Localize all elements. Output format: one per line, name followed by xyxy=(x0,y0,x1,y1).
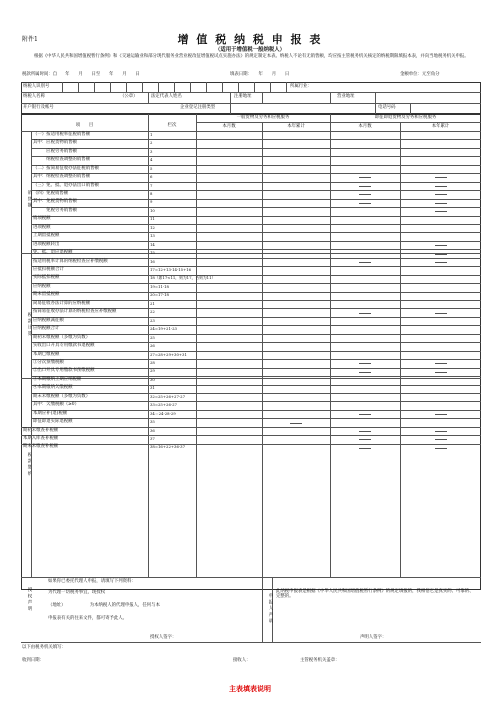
not-applicable-mark xyxy=(435,448,447,449)
not-applicable-mark xyxy=(435,254,447,255)
row-number: 12 xyxy=(150,224,155,230)
not-applicable-mark xyxy=(435,439,447,440)
row-item: 本期应补(退)税额 xyxy=(33,410,68,416)
col-general-ytd: 本年累计 xyxy=(287,124,305,129)
declarer-signature: 声明人签字： xyxy=(360,635,387,640)
section-authorization: 授权声明 xyxy=(27,587,32,613)
row-item: 实际抵扣税额 xyxy=(33,275,60,281)
row-item: 上期留抵税额 xyxy=(33,233,60,239)
reg-type-label: 企业登记注册类型 xyxy=(180,105,216,110)
row-number: 22 xyxy=(150,309,155,315)
row-item: ②出口开具专用缴款书预缴税额 xyxy=(33,368,95,374)
row-number: 2 xyxy=(150,140,153,146)
row-number: 26 xyxy=(150,343,155,349)
row-number: 1 xyxy=(150,131,153,137)
auth-line-1: 如果你已委托代理人申报，请填写下列资料： xyxy=(48,579,136,584)
row-number: 38=16+22+36-37 xyxy=(150,444,185,450)
row-number: 14 xyxy=(150,241,155,247)
row-item: 应纳税额合计 xyxy=(33,326,60,332)
row-item: （二）按简易征收办法征税销售额 xyxy=(33,165,99,171)
tax-office-seal-label: 主管税务机关盖章： xyxy=(300,658,340,663)
not-applicable-mark xyxy=(435,363,447,364)
section-sales: 销售额 xyxy=(27,190,32,210)
row-number: 20=17-18 xyxy=(150,292,169,298)
legal-rep-label: 法定代表人姓名 xyxy=(151,94,182,99)
row-item: 应税劳务销售额 xyxy=(33,148,77,154)
row-item: 按适用税率计算的纳税检查应补缴税额 xyxy=(33,258,108,264)
section-declarer: 申报人声明 xyxy=(268,593,273,625)
row-item: 按简易征收办法计算的纳税检查应补缴税额 xyxy=(33,309,117,315)
row-item: 期末未缴税额（多缴为负数） xyxy=(33,393,91,399)
row-item: 其中：纳税检查调整的销售额 xyxy=(33,174,91,180)
biz-address-label: 营业地址 xyxy=(337,94,355,99)
row-item: 其中：应税货物销售额 xyxy=(33,140,77,146)
row-number: 37 xyxy=(150,436,155,441)
row-item: 纳税检查调整的销售额 xyxy=(33,157,91,163)
row-item: ①分次预缴税额 xyxy=(33,359,64,365)
row-item: （三）免、抵、退办法出口销售额 xyxy=(33,182,99,188)
amount-unit: 金额单位：元至角分 xyxy=(400,72,440,77)
col-immediate-month: 本月数 xyxy=(358,124,372,129)
row-item: 期初未缴税额（多缴为负数） xyxy=(33,334,91,340)
row-item: 实收出口开具专用缴款书退税额 xyxy=(33,343,95,349)
row-number: 3 xyxy=(150,148,153,154)
section-calc: 税款计算 xyxy=(27,312,32,338)
row-number: 11 xyxy=(150,216,155,222)
row-number: 31 xyxy=(150,385,155,391)
row-item: 进项税额 xyxy=(33,224,51,230)
receive-date-label: 收到日期： xyxy=(22,658,44,663)
not-applicable-mark xyxy=(359,448,371,449)
row-number: 17=12+13-14-15+16 xyxy=(150,267,192,272)
row-number: 5 xyxy=(150,165,153,171)
row-number: 29 xyxy=(150,368,155,374)
row-number: 10 xyxy=(150,207,155,213)
not-applicable-mark xyxy=(435,177,447,178)
taxpayer-name-label: 纳税人名称 xyxy=(23,94,45,99)
not-applicable-mark xyxy=(435,211,447,212)
not-applicable-mark xyxy=(359,203,371,204)
authorizer-signature: 授权人签字： xyxy=(150,635,177,640)
row-item: 本期入库查补税额 xyxy=(23,436,59,441)
phone-label: 电话号码 xyxy=(378,105,396,110)
row-number: 25 xyxy=(150,334,155,340)
row-number: 19=11-18 xyxy=(150,283,169,289)
row-number: 24=19+21-23 xyxy=(150,326,177,332)
not-applicable-mark xyxy=(359,414,371,415)
declaration-text: 此纳税申报表是根据《中华人民共和国增值税暂行条例》的规定填报的，我相信它是真实的、可靠的、完整的。 xyxy=(276,589,474,599)
taxpayer-id-label: 纳税人识别号 xyxy=(23,84,50,89)
row-item: 进项税额转出 xyxy=(33,241,60,247)
not-applicable-mark xyxy=(359,177,371,178)
row-item: ③本期缴纳上期应纳税额 xyxy=(33,376,82,382)
row-item: 其中：欠缴税额（≥0） xyxy=(33,402,79,408)
row-number: 23 xyxy=(150,317,155,323)
row-item: 免税劳务销售额 xyxy=(33,207,77,213)
col-general-header: 一般货物及劳务和应税服务 xyxy=(236,115,290,120)
form-title: 增 值 税 纳 税 申 报 表 xyxy=(177,33,323,46)
section-payment: 税款缴纳 xyxy=(27,452,32,478)
row-number: 33=25+26-27 xyxy=(150,402,177,408)
bank-account-label: 开户银行及帐号 xyxy=(23,105,54,110)
receiver-label: 接收人： xyxy=(233,658,251,663)
auth-line-3: （地址） 为本纳税人的代理申报人，任何与本 xyxy=(48,603,160,608)
not-applicable-mark xyxy=(435,203,447,204)
row-item: 期末未缴查补税额 xyxy=(23,444,59,450)
row-number: 32=25+26+27-27 xyxy=(150,393,185,399)
row-number: 36 xyxy=(150,427,155,433)
row-number: 9 xyxy=(150,199,153,205)
not-applicable-mark xyxy=(435,431,447,432)
row-number: 18（如17<11，则为17，否则为11） xyxy=(150,275,216,281)
not-applicable-mark xyxy=(290,423,302,424)
row-number: 8 xyxy=(150,190,153,196)
row-item: （一）按适用税率征税销售额 xyxy=(33,131,91,137)
row-item: 即征即退实际退税额 xyxy=(33,419,73,425)
fill-date: 填表日期： 年 月 日 xyxy=(230,72,290,77)
instructions-heading: 主表填表说明 xyxy=(229,684,271,693)
row-number: 34＝24-28-29 xyxy=(150,410,176,416)
row-number: 35 xyxy=(150,419,155,425)
row-item: 应抵扣税额合计 xyxy=(33,267,64,272)
row-item: 应纳税额减征额 xyxy=(33,317,64,323)
not-applicable-mark xyxy=(359,313,371,314)
form-subtitle: （适用于增值税一般纳税人） xyxy=(214,47,286,53)
col-immediate-header: 即征即退货物及劳务和应税服务 xyxy=(374,115,437,120)
not-applicable-mark xyxy=(359,186,371,187)
not-applicable-mark xyxy=(359,439,371,440)
not-applicable-mark xyxy=(435,194,447,195)
row-number: 15 xyxy=(150,250,155,256)
not-applicable-mark xyxy=(359,262,371,263)
row-number: 4 xyxy=(150,157,153,163)
attachment-label: 附件1 xyxy=(22,36,38,43)
not-applicable-mark xyxy=(359,194,371,195)
row-item: 免、抵、退应退税额 xyxy=(33,250,73,256)
row-number: 16 xyxy=(150,258,155,264)
not-applicable-mark xyxy=(435,245,447,246)
not-applicable-mark xyxy=(435,414,447,415)
col-item-header: 项 目 xyxy=(75,123,94,128)
auth-line-2: 为代理一切税务事宜，现授权 xyxy=(48,590,106,595)
row-number: 30 xyxy=(150,376,155,382)
row-item: 期末留抵税额 xyxy=(33,292,60,298)
col-immediate-ytd: 本年累计 xyxy=(431,124,450,129)
not-applicable-mark xyxy=(435,186,447,187)
row-item: 本期已缴税额 xyxy=(33,351,60,357)
not-applicable-mark xyxy=(359,431,371,432)
row-item: 期初未缴查补税额 xyxy=(23,427,59,433)
seal-label: （公章） xyxy=(120,94,138,99)
not-applicable-mark xyxy=(359,372,371,373)
row-number: 7 xyxy=(150,182,153,188)
row-number: 28 xyxy=(150,359,155,365)
auth-line-4: 申报表有关的往来文件，都可寄予此人。 xyxy=(48,616,128,621)
industry-label: 所属行业： xyxy=(290,84,312,89)
row-item: 应纳税额 xyxy=(33,283,51,289)
row-number: 13 xyxy=(150,233,155,239)
form-intro: 根据《中华人民共和国增值税暂行条例》和《交通运输业和部分现代服务业营业税改征增值税试点实施办法》的规定制定本表。纳税人不论有无销售额，均应按主管税务机关核定的纳税期限填报本表，并向当地税务机关申报。 xyxy=(34,54,469,59)
period-label: 税款所属时间：自 年 月 日至 年 月 日 xyxy=(22,72,140,77)
row-item: 其中：免税货物销售额 xyxy=(33,199,77,205)
not-applicable-mark xyxy=(435,313,447,314)
row-item: 销项税额 xyxy=(33,216,51,222)
row-item: （四）免税销售额 xyxy=(33,190,69,196)
row-item: 简易征收办法计算的应纳税额 xyxy=(33,300,91,306)
row-item: ④本期缴纳欠缴税额 xyxy=(33,385,73,391)
row-number: 27=28+29+30+31 xyxy=(150,351,187,357)
not-applicable-mark xyxy=(359,363,371,364)
reg-address-label: 注册地址 xyxy=(234,94,252,99)
tax-office-note: 以下由税务机关填写： xyxy=(22,645,66,650)
row-number: 6 xyxy=(150,174,153,180)
col-row-no-header: 栏次 xyxy=(167,123,177,128)
row-number: 21 xyxy=(150,300,155,306)
not-applicable-mark xyxy=(435,372,447,373)
not-applicable-mark xyxy=(435,262,447,263)
col-general-month: 本月数 xyxy=(222,124,236,129)
